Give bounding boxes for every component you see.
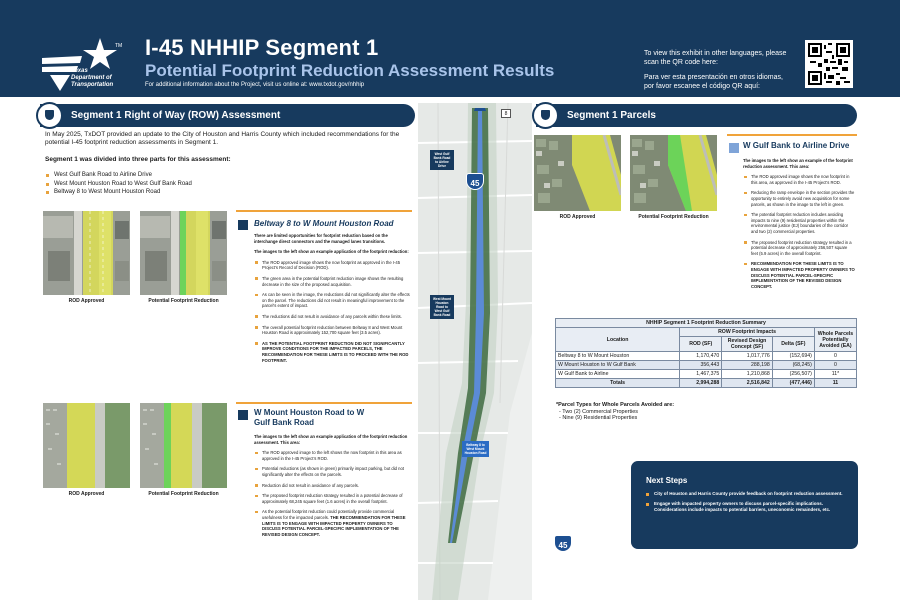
next-steps-title: Next Steps [646, 476, 688, 485]
beltway-lead-2: The images to the left show an example application of the footprint reduction: [254, 249, 409, 255]
list-item: As can be seen in the image, the reductions did not significantly alter the effects on the parcel. The reductions did not result in meaningful improvement to the parcel’s extent of impact. [254, 292, 412, 309]
list-item: The potential footprint reduction includes avoiding impacts to nine (9) residential properties within the environmental justice (EJ) boundaries of the corridor and two (2) commercial properties. [743, 212, 855, 234]
list-item: Beltway 8 to West Mount Houston Road [45, 188, 192, 197]
table-header-whole: Whole Parcels Potentially Avoided (EA) [814, 328, 856, 352]
row-section-title: Segment 1 Right of Way (ROW) Assessment [71, 110, 281, 121]
parcels-section-header [536, 104, 857, 127]
table-cell: 11 [814, 379, 856, 388]
beltway-lead: There are limited opportunities for footprint reduction based on the interchange direct connectors and the managed lanes transitions. [254, 233, 388, 244]
table-cell: 2,994,288 [680, 379, 722, 388]
gulfbank-bullet-list [743, 174, 855, 289]
list-item: Potential reductions (as shown in green) primarily impact parking, but did not significantly alter the effects on the parcels. [254, 466, 412, 477]
beltway-bullet-list [254, 260, 412, 363]
gulfbank-lead: The images to the left show an example of the footprint reduction assessment. This area: [743, 158, 853, 169]
row-section-header [40, 104, 415, 127]
gulfbank-reduction-image [630, 135, 717, 211]
logo-text: Texas Department of Transportation [71, 68, 114, 88]
mounthouston-body [254, 434, 412, 542]
list-item: West Gulf Bank Road to Airline Drive [45, 171, 192, 180]
table-cell: (477,446) [772, 379, 814, 388]
beltway-reduction-image [140, 211, 227, 295]
interstate-badge-icon [532, 102, 559, 129]
next-steps-panel [631, 461, 858, 549]
square-bullet-icon [238, 220, 248, 230]
interstate-45-shield-icon: 45 [466, 173, 484, 190]
table-cell: Beltway 8 to W Mount Houston [556, 352, 680, 361]
beltway-8-shield-icon: 8 [501, 109, 511, 118]
square-bullet-icon [238, 410, 248, 420]
next-steps-list [645, 491, 850, 517]
list-item: The proposed footprint reduction strategy resulted in a potential decrease of approximately 68,245 square feet (1.6 acres) in the overall footprint. [254, 493, 412, 504]
mounthouston-bullet-text: As the potential footprint reduction could potentially provide commercial usefulness for the impacted parcels. [262, 509, 395, 520]
table-cell: 356,443 [680, 361, 722, 370]
table-cell: 2,516,842 [722, 379, 773, 388]
list-item: Engage with impacted property owners to discuss parcel-specific implications. Considerations include impacts to potential barriers, uneconomic remainders, etc. [645, 501, 850, 513]
language-instructions-es: Para ver esta presentación en otros idiomas, por favor escanee el código QR aquí: [644, 74, 783, 90]
list-item: City of Houston and Harris County provide feedback on footprint reduction assessment. [645, 491, 850, 497]
list-item: The reductions did not result in avoidance of any parcels within these limits. [254, 314, 412, 320]
table-cell: Totals [556, 379, 680, 388]
table-cell: W Gulf Bank to Airline [556, 370, 680, 379]
map-label-beltway: Beltway 8 to West Mount Houston Road [462, 441, 489, 457]
table-row-totals [556, 379, 857, 388]
beltway-rod-caption: ROD Approved [68, 298, 105, 304]
table-header-rod: ROD (SF) [680, 337, 722, 352]
mounthouston-title: W Mount Houston Road to W Gulf Bank Road [254, 408, 365, 427]
list-item: The green area in the potential footprint reduction image shows the resulting decrease in the size of the proposed acquisition. [254, 276, 412, 287]
table-cell: (68,245) [772, 361, 814, 370]
list-item: West Mount Houston Road to West Gulf Bank Road [45, 180, 192, 189]
map-label-gulfbank: West Gulf Bank Road to Airline Drive [430, 150, 454, 170]
trademark-symbol: TM [115, 43, 123, 49]
table-notes [556, 402, 674, 422]
corridor-map[interactable] [418, 103, 568, 600]
table-row [556, 370, 857, 379]
mounthouston-recommendation: THE RECOMMENDATION FOR THESE LIMITS IS TO ENGAGE WITH IMPACTED PROPERTY OWNERS TO DISCUSS POTENTIAL PARCEL-SPECIFIC IMPLEMENTATION OF THE REVISED DESIGN CONCEPT. [262, 514, 406, 537]
table-header-revised: Revised Design Concept (SF) [722, 337, 773, 352]
qr-code[interactable] [805, 40, 853, 88]
table-cell: 0 [814, 352, 856, 361]
table-cell: 1,210,868 [722, 370, 773, 379]
table-cell: 288,198 [722, 361, 773, 370]
gulfbank-accent-line [727, 134, 857, 136]
beltway-body [254, 233, 412, 368]
list-item: The ROD approved image shows the now footprint as approved in the I-45 Project’s Record of Decision (ROD). [254, 260, 412, 271]
header-banner [0, 0, 900, 97]
table-row [556, 361, 857, 370]
table-cell: (256,507) [772, 370, 814, 379]
mounthouston-accent-line [236, 402, 412, 404]
list-item: Reduction did not result in avoidance of any parcels. [254, 483, 412, 489]
table-header-group: ROW Footprint Impacts [680, 328, 815, 337]
gulfbank-rod-image [534, 135, 621, 211]
project-info-link[interactable]: For additional information about the Project, visit us online at: www.txdot.gov/nhhip [145, 82, 365, 88]
list-item: AS THE POTENTIAL FOOTPRINT REDUCTION DID NOT SIGNIFICANTLY IMPROVE CONDITIONS FOR THE IMPACTED PARCELS, THE RECOMMENDATION FOR THESE LIMITS IS TO PROCEED WITH THE ROD FOOTPRINT. [254, 341, 412, 363]
interstate-45-shield-icon: 45 [554, 535, 572, 552]
parcels-section-title: Segment 1 Parcels [567, 110, 656, 121]
table-note: - Nine (9) Residential Properties [559, 415, 638, 421]
mounthouston-reduction-caption: Potential Footprint Reduction [148, 491, 219, 497]
table-header-delta: Delta (SF) [772, 337, 814, 352]
mounthouston-lead: The images to the left show an example application of the footprint reduction assessment. This area: [254, 434, 408, 445]
beltway-reduction-caption: Potential Footprint Reduction [148, 298, 219, 304]
row-parts-list [45, 171, 192, 197]
table-header-location: Location [556, 328, 680, 352]
gulfbank-body [743, 158, 855, 294]
list-item: The ROD approved image shows the now footprint in this area, as approved in the I-45 Project’s ROD. [743, 174, 855, 185]
gulfbank-reduction-caption: Potential Footprint Reduction [638, 214, 709, 220]
table-cell: 11* [814, 370, 856, 379]
footprint-summary-table [555, 318, 857, 388]
list-item: The overall potential footprint reduction between Beltway 8 and West Mount Houston Road is approximately 152,700 square feet (3.5 acres). [254, 325, 412, 336]
beltway-accent-line [236, 210, 412, 212]
row-intro-text: In May 2025, TxDOT provided an update to the City of Houston and Harris County which included recommendations for the potential I-45 footprint reduction assessments in Segment 1. [45, 131, 400, 146]
map-label-mounthouston: West Mount Houston Road to West Gulf Bank Road [430, 295, 454, 319]
table-note: - Two (2) Commercial Properties [559, 408, 639, 415]
table-cell: 0 [814, 361, 856, 370]
page-subtitle: Potential Footprint Reduction Assessment Results [145, 61, 555, 80]
list-item: RECOMMENDATION FOR THESE LIMITS IS TO ENGAGE WITH IMPACTED PROPERTY OWNERS TO DISCUSS POTENTIAL PARCEL-SPECIFIC IMPLEMENTATION OF THE REVISED DESIGN CONCEPT. [743, 261, 855, 289]
mounthouston-reduction-image [140, 403, 227, 488]
beltway-title: Beltway 8 to W Mount Houston Road [254, 219, 394, 228]
list-item: The ROD approved image to the left shows the now footprint in this area as approved in the I-45 Project’s ROD. [254, 450, 412, 461]
row-divided-text: Segment 1 was divided into three parts for this assessment: [45, 156, 231, 163]
square-bullet-icon [729, 143, 739, 153]
language-instructions [644, 49, 794, 91]
interstate-badge-icon [36, 102, 63, 129]
list-item: The proposed footprint reduction strategy resulted in a potential decrease of approximately 256,507 square feet (5.9 acres) in the overall footprint. [743, 240, 855, 257]
table-note: *Parcel Types for Whole Parcels Avoided are: [556, 402, 675, 408]
list-item: Reducing the ramp envelope in the section provides the opportunity to entirely avoid new acquisition for some parcels, as shown in the image to the left in green. [743, 190, 855, 207]
mounthouston-rod-image [43, 403, 130, 488]
table-cell: (152,694) [772, 352, 814, 361]
qr-code-icon [808, 43, 850, 85]
beltway-rod-image [43, 211, 130, 295]
table-caption: NHHIP Segment 1 Footprint Reduction Summary [556, 319, 857, 328]
mounthouston-rod-caption: ROD Approved [68, 491, 105, 497]
gulfbank-title: W Gulf Bank to Airline Drive [743, 141, 850, 150]
gulfbank-rod-caption: ROD Approved [559, 214, 596, 220]
mounthouston-bullet-list [254, 450, 412, 537]
language-instructions-en: To view this exhibit in other languages, please scan the QR code here: [644, 50, 787, 66]
table-cell: 1,170,470 [680, 352, 722, 361]
table-cell: 1,467,375 [680, 370, 722, 379]
table-cell: 1,017,776 [722, 352, 773, 361]
table-cell: W Mount Houston to W Gulf Bank [556, 361, 680, 370]
page-title: I-45 NHHIP Segment 1 [145, 35, 379, 60]
list-item [254, 509, 412, 537]
table-row [556, 352, 857, 361]
